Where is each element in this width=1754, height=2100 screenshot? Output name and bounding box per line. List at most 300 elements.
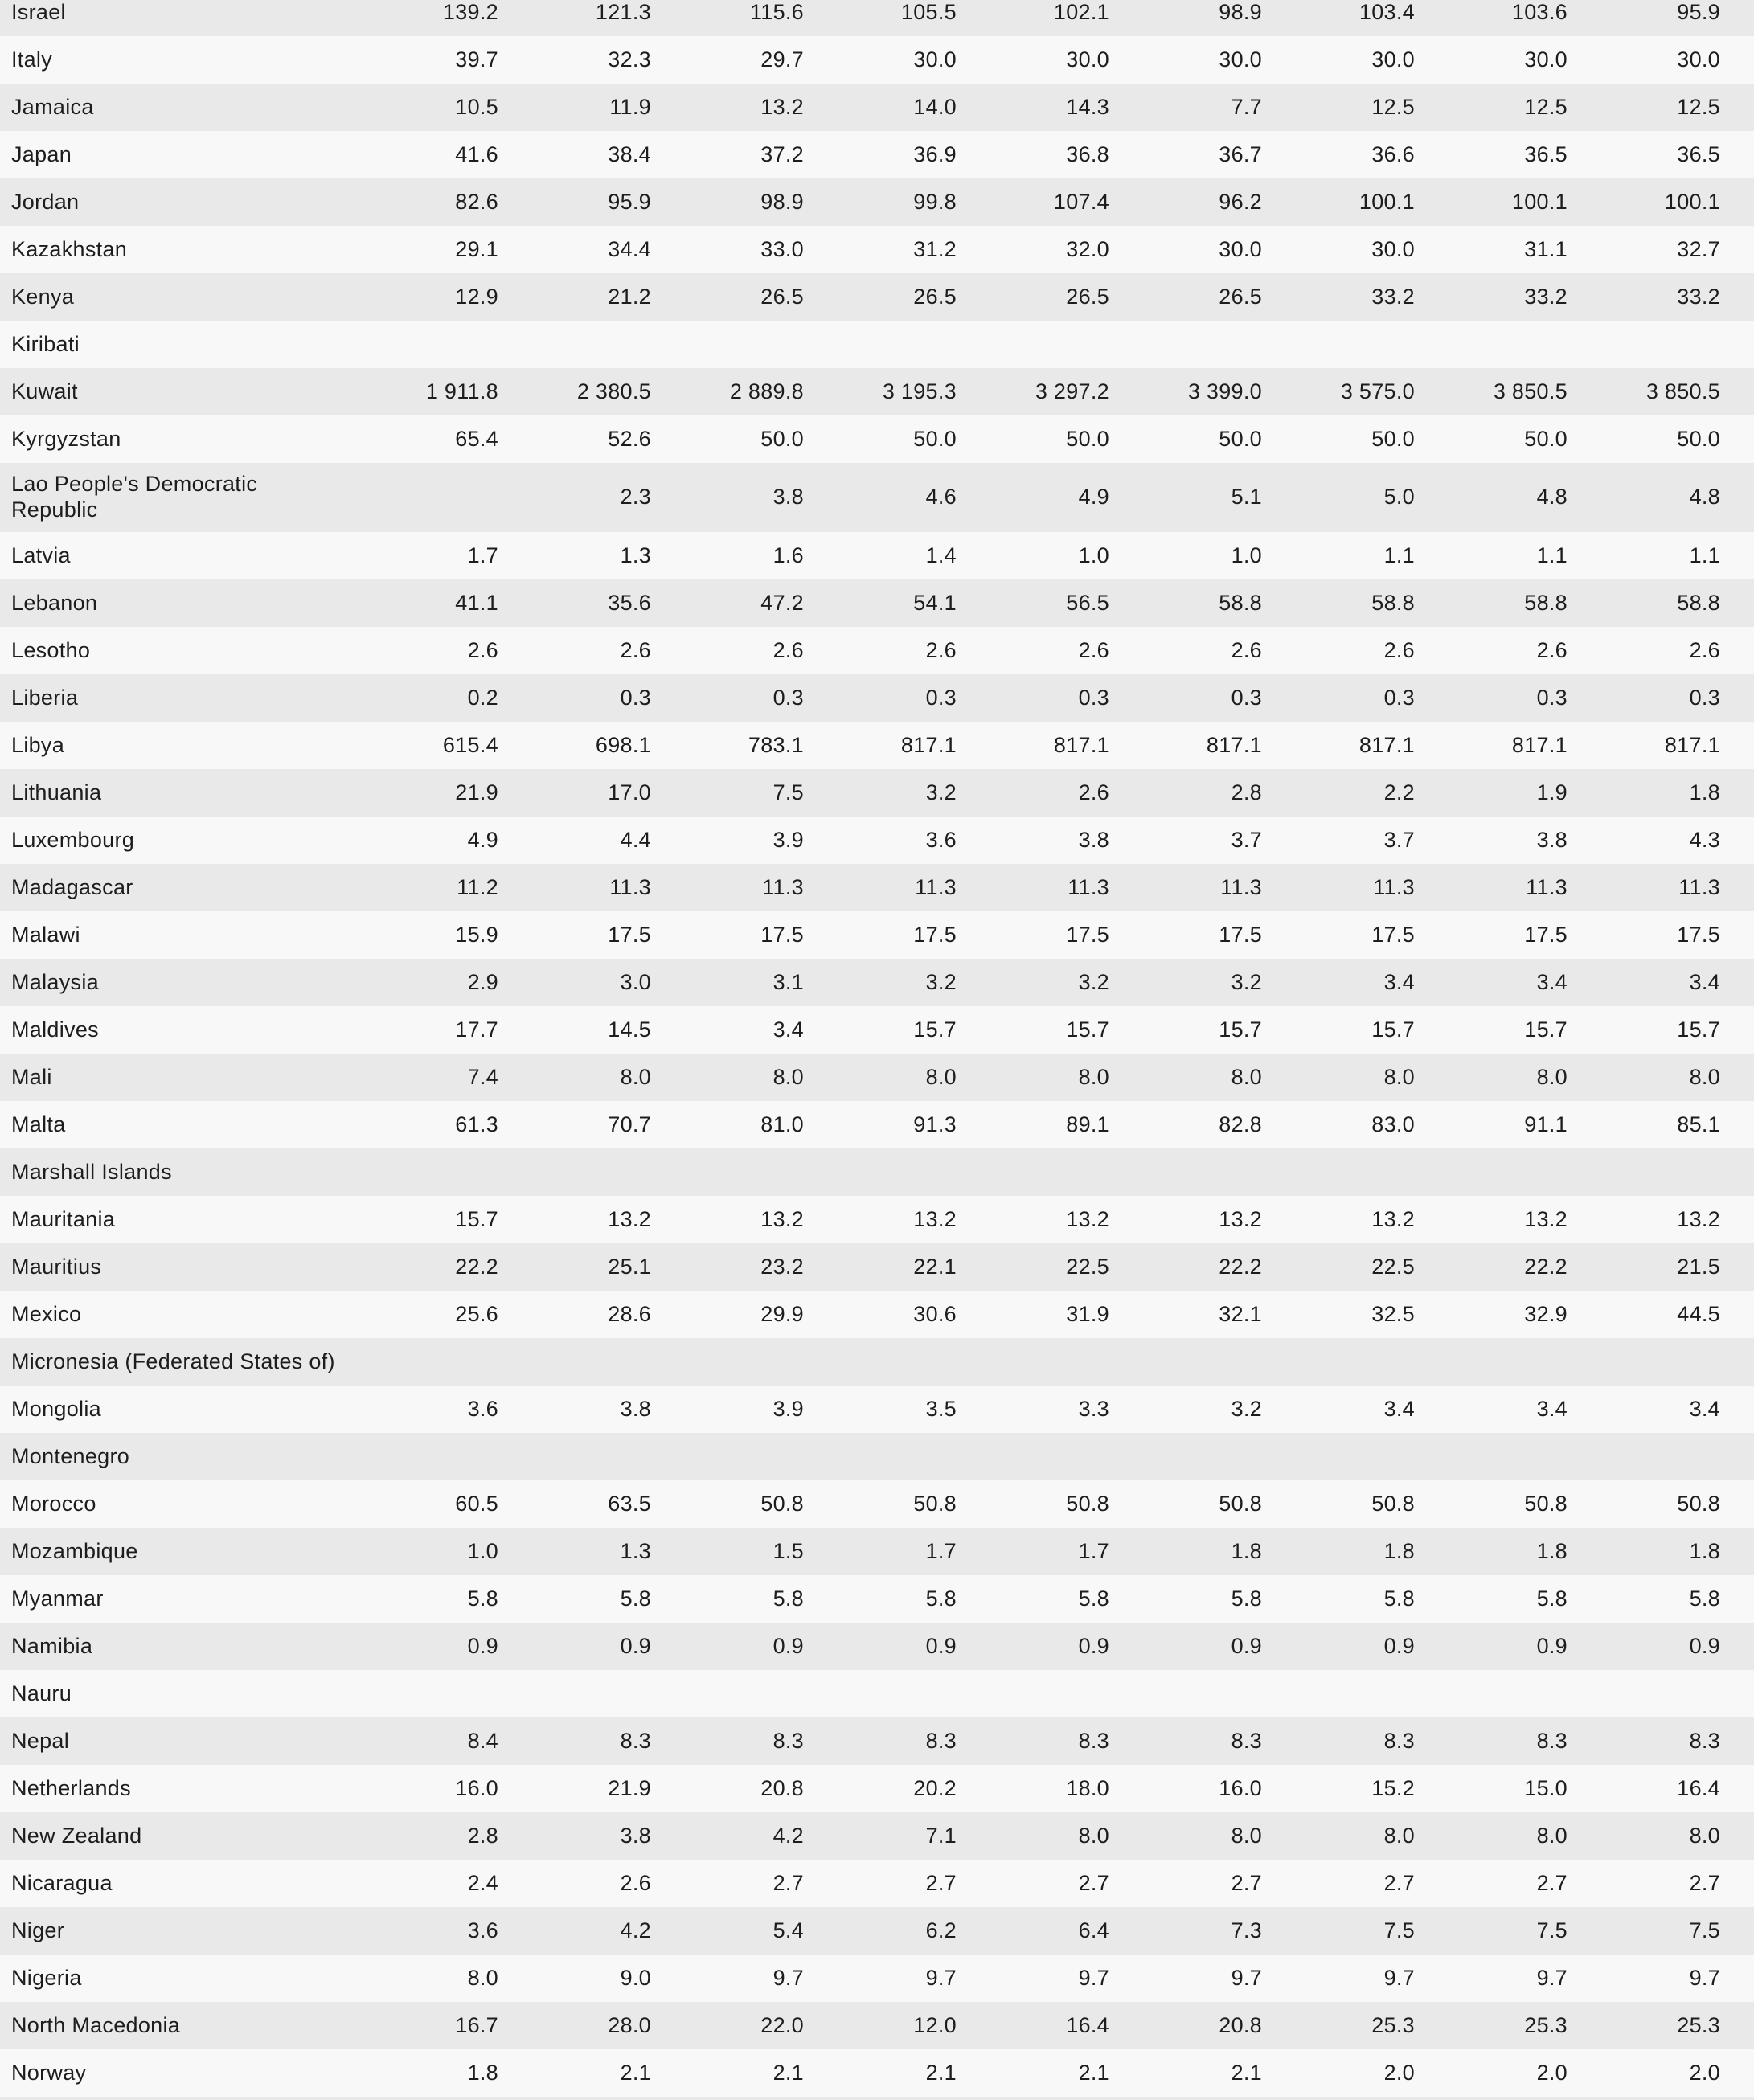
value-cell: 1.4: [925, 542, 957, 567]
value-cell: 50.8: [760, 1491, 804, 1516]
value-cell: 32.5: [1371, 1301, 1415, 1326]
value-cell: 8.0: [1078, 1064, 1109, 1089]
value-cell: 8.3: [1689, 1728, 1720, 1753]
country-name-cell: Jordan: [11, 189, 80, 214]
value-cell: 3 575.0: [1340, 379, 1415, 403]
value-cell: 26.5: [1219, 284, 1262, 309]
country-name-cell: Japan: [11, 141, 72, 166]
value-cell: 5.8: [620, 1586, 651, 1611]
value-cell: 8.4: [467, 1728, 498, 1753]
value-cell: 13.2: [1677, 1206, 1720, 1231]
country-name-cell: Liberia: [11, 685, 79, 710]
value-cell: 44.5: [1677, 1301, 1720, 1326]
value-cell: 15.0: [1524, 1775, 1568, 1800]
value-cell: 31.2: [913, 236, 957, 261]
value-cell: 5.8: [925, 1586, 957, 1611]
value-cell: 65.4: [455, 426, 498, 451]
value-cell: 0.3: [1689, 685, 1720, 710]
value-cell: 15.2: [1371, 1775, 1415, 1800]
value-cell: 2.8: [1231, 780, 1262, 804]
value-cell: 32.9: [1524, 1301, 1568, 1326]
value-cell: 91.1: [1524, 1111, 1568, 1136]
country-name-cell: Mexico: [11, 1301, 82, 1326]
value-cell: 35.6: [608, 590, 651, 615]
value-cell: 1.5: [772, 1538, 804, 1563]
value-cell: 98.9: [760, 189, 804, 214]
value-cell: 2.6: [925, 637, 957, 662]
value-cell: 32.3: [608, 47, 651, 72]
value-cell: 23.2: [760, 1254, 804, 1279]
value-cell: 25.6: [455, 1301, 498, 1326]
value-cell: [804, 1148, 957, 1196]
value-cell: 13.2: [913, 1206, 957, 1231]
value-cell: 2.1: [1078, 2060, 1109, 2085]
table-row: [0, 579, 1754, 627]
value-cell: 96.2: [1219, 189, 1262, 214]
value-cell: 50.0: [1677, 426, 1720, 451]
value-cell: 13.2: [1524, 1206, 1568, 1231]
value-cell: 91.3: [913, 1111, 957, 1136]
value-cell: 2.1: [1231, 2060, 1262, 2085]
value-cell: 41.6: [455, 141, 498, 166]
value-cell: 121.3: [595, 0, 651, 24]
value-cell: 20.2: [913, 1775, 957, 1800]
value-cell: 8.0: [1689, 1064, 1720, 1089]
value-cell: 100.1: [1511, 189, 1568, 214]
value-cell: 98.9: [1219, 0, 1262, 24]
value-cell: 17.5: [760, 922, 804, 947]
value-cell: 1.9: [1536, 780, 1568, 804]
country-name-cell: Niger: [11, 1918, 65, 1942]
value-cell: 3.2: [925, 780, 957, 804]
table-row: [0, 674, 1754, 722]
value-cell: 7.5: [1689, 1918, 1720, 1942]
value-cell: 6.2: [925, 1918, 957, 1942]
value-cell: 817.1: [1359, 732, 1415, 757]
value-cell: 14.3: [1066, 94, 1109, 119]
table-row: [0, 1765, 1754, 1812]
value-cell: [1109, 1433, 1262, 1480]
country-name-cell: Mauritius: [11, 1254, 102, 1279]
value-cell: 11.9: [609, 94, 651, 119]
table-row: [0, 1006, 1754, 1054]
value-cell: 9.7: [772, 1965, 804, 1990]
value-cell: 5.8: [467, 1586, 498, 1611]
table-row: [0, 2002, 1754, 2049]
value-cell: 32.1: [1219, 1301, 1262, 1326]
value-cell: 9.7: [1689, 1965, 1720, 1990]
table-row: [0, 1148, 1754, 1196]
country-name-cell: Malaysia: [11, 969, 99, 994]
value-cell: [1262, 1433, 1415, 1480]
value-cell: 8.0: [925, 1064, 957, 1089]
value-cell: 3.7: [1383, 827, 1415, 852]
value-cell: 50.0: [1219, 426, 1262, 451]
value-cell: 103.4: [1359, 0, 1415, 24]
value-cell: 25.3: [1677, 2012, 1720, 2037]
country-name-cell: Myanmar: [11, 1586, 104, 1611]
value-cell: [957, 1148, 1109, 1196]
value-cell: 1.1: [1689, 542, 1720, 567]
value-cell: 54.1: [913, 590, 957, 615]
value-cell: 2.7: [1536, 1870, 1568, 1895]
value-cell: 11.3: [609, 874, 651, 899]
value-cell: 2.6: [620, 637, 651, 662]
value-cell: 1.7: [467, 542, 498, 567]
table-row: [0, 627, 1754, 674]
value-cell: 9.7: [1231, 1965, 1262, 1990]
value-cell: 50.0: [913, 426, 957, 451]
value-cell: 817.1: [1053, 732, 1109, 757]
value-cell: 89.1: [1066, 1111, 1109, 1136]
country-name-cell: Marshall Islands: [11, 1159, 172, 1184]
value-cell: 7.5: [1536, 1918, 1568, 1942]
country-name-cell: Montenegro: [11, 1443, 130, 1468]
value-cell: 8.0: [467, 1965, 498, 1990]
country-name-cell: Mali: [11, 1064, 52, 1089]
value-cell: 30.0: [1677, 47, 1720, 72]
value-cell: 41.1: [455, 590, 498, 615]
table-row: [0, 1054, 1754, 1101]
value-cell: 2.6: [772, 637, 804, 662]
value-cell: 2.0: [1536, 2060, 1568, 2085]
value-cell: 22.5: [1066, 1254, 1109, 1279]
value-cell: 3.4: [1689, 969, 1720, 994]
value-cell: 36.9: [913, 141, 957, 166]
table-row: [0, 36, 1754, 84]
value-cell: 0.3: [925, 685, 957, 710]
value-cell: 32.7: [1677, 236, 1720, 261]
value-cell: [346, 1338, 498, 1386]
value-cell: 1.6: [772, 542, 804, 567]
value-cell: 783.1: [748, 732, 804, 757]
value-cell: 5.8: [1078, 1586, 1109, 1611]
value-cell: 1.0: [1231, 542, 1262, 567]
value-cell: 0.3: [1078, 685, 1109, 710]
value-cell: 0.2: [467, 685, 498, 710]
value-cell: 22.2: [1524, 1254, 1568, 1279]
value-cell: [1568, 1670, 1754, 1717]
table-row: [0, 959, 1754, 1006]
country-name-cell: Lithuania: [11, 780, 102, 804]
table-row: [0, 864, 1754, 911]
value-cell: 2.8: [467, 1823, 498, 1848]
value-cell: 36.5: [1524, 141, 1568, 166]
value-cell: 8.0: [620, 1064, 651, 1089]
value-cell: 21.2: [608, 284, 651, 309]
value-cell: 107.4: [1053, 189, 1109, 214]
value-cell: 3.6: [467, 1918, 498, 1942]
value-cell: 5.0: [1383, 485, 1415, 510]
value-cell: 2.0: [1383, 2060, 1415, 2085]
value-cell: 30.0: [1524, 47, 1568, 72]
value-cell: 50.0: [1066, 426, 1109, 451]
value-cell: [1262, 1338, 1415, 1386]
table-row: [0, 911, 1754, 959]
value-cell: 0.9: [1689, 1633, 1720, 1658]
table-row: [0, 1623, 1754, 1670]
value-cell: 15.7: [455, 1206, 498, 1231]
value-cell: 0.9: [1536, 1633, 1568, 1658]
value-cell: 698.1: [595, 732, 651, 757]
table-row: [0, 178, 1754, 226]
value-cell: 2 380.5: [576, 379, 651, 403]
country-name-cell: Kenya: [11, 284, 75, 309]
value-cell: [1415, 1433, 1568, 1480]
value-cell: 1.8: [1231, 1538, 1262, 1563]
value-cell: 30.0: [1219, 236, 1262, 261]
country-name-cell: North Macedonia: [11, 2012, 181, 2037]
value-cell: 8.3: [1231, 1728, 1262, 1753]
value-cell: 17.5: [608, 922, 651, 947]
value-cell: 34.4: [608, 236, 651, 261]
value-cell: 3.2: [1078, 969, 1109, 994]
value-cell: 17.5: [1371, 922, 1415, 947]
value-cell: [957, 1670, 1109, 1717]
value-cell: [346, 1670, 498, 1717]
value-cell: 2.7: [925, 1870, 957, 1895]
value-cell: 37.2: [760, 141, 804, 166]
country-name-cell: Malawi: [11, 922, 80, 947]
value-cell: 2.4: [467, 1870, 498, 1895]
value-cell: 4.3: [1689, 827, 1720, 852]
table-row: [0, 1101, 1754, 1148]
value-cell: 9.0: [620, 1965, 651, 1990]
value-cell: 3.4: [1383, 1396, 1415, 1421]
value-cell: 10.5: [455, 94, 498, 119]
value-cell: [1109, 1148, 1262, 1196]
value-cell: 1.8: [1689, 780, 1720, 804]
value-cell: 2.1: [925, 2060, 957, 2085]
value-cell: 1.0: [467, 1538, 498, 1563]
value-cell: 82.8: [1219, 1111, 1262, 1136]
value-cell: 1.8: [467, 2060, 498, 2085]
value-cell: 3.2: [1231, 1396, 1262, 1421]
table-row: [0, 226, 1754, 273]
value-cell: 0.3: [772, 685, 804, 710]
value-cell: 16.0: [455, 1775, 498, 1800]
value-cell: 33.2: [1524, 284, 1568, 309]
value-cell: 25.3: [1371, 2012, 1415, 2037]
country-name-cell: Morocco: [11, 1491, 96, 1516]
country-name-cell: Kazakhstan: [11, 236, 128, 261]
country-name-cell: Nicaragua: [11, 1870, 113, 1895]
country-name-cell: Luxembourg: [11, 827, 135, 852]
country-name-cell: Mongolia: [11, 1396, 101, 1421]
value-cell: 2.7: [1231, 1870, 1262, 1895]
value-cell: 103.6: [1511, 0, 1568, 24]
value-cell: 7.5: [1383, 1918, 1415, 1942]
value-cell: 30.0: [1371, 236, 1415, 261]
value-cell: 3.4: [1689, 1396, 1720, 1421]
value-cell: 4.2: [620, 1918, 651, 1942]
value-cell: 17.5: [1066, 922, 1109, 947]
value-cell: 1.3: [620, 1538, 651, 1563]
value-cell: 102.1: [1053, 0, 1109, 24]
value-cell: 3.4: [1536, 1396, 1568, 1421]
value-cell: 3.8: [1536, 827, 1568, 852]
value-cell: 2.6: [1078, 637, 1109, 662]
value-cell: 21.5: [1677, 1254, 1720, 1279]
country-name-cell: Madagascar: [11, 874, 133, 899]
value-cell: 30.0: [1371, 47, 1415, 72]
value-cell: 58.8: [1371, 590, 1415, 615]
value-cell: 5.4: [772, 1918, 804, 1942]
value-cell: [498, 1433, 651, 1480]
value-cell: 7.1: [925, 1823, 957, 1848]
value-cell: [957, 321, 1109, 368]
table-row: [0, 1386, 1754, 1433]
value-cell: 60.5: [455, 1491, 498, 1516]
value-cell: 99.8: [913, 189, 957, 214]
value-cell: 17.7: [455, 1017, 498, 1042]
value-cell: 2.6: [1078, 780, 1109, 804]
value-cell: 47.2: [760, 590, 804, 615]
value-cell: 13.2: [1371, 1206, 1415, 1231]
value-cell: [346, 1148, 498, 1196]
value-cell: 12.5: [1371, 94, 1415, 119]
value-cell: 15.7: [1677, 1017, 1720, 1042]
value-cell: 8.3: [772, 1728, 804, 1753]
value-cell: 25.1: [608, 1254, 651, 1279]
value-cell: 22.0: [760, 2012, 804, 2037]
country-name-cell: Namibia: [11, 1633, 93, 1658]
country-name-cell: New Zealand: [11, 1823, 142, 1848]
table-row: [0, 1907, 1754, 1955]
country-name-cell: Micronesia (Federated States of): [11, 1349, 335, 1373]
value-cell: 8.0: [1536, 1823, 1568, 1848]
country-name-cell: Lao People's Democratic Republic: [11, 472, 258, 522]
value-cell: 11.3: [1220, 874, 1262, 899]
value-cell: 3.6: [467, 1396, 498, 1421]
table-row: [0, 84, 1754, 131]
value-cell: 3.2: [1231, 969, 1262, 994]
value-cell: 16.4: [1677, 1775, 1720, 1800]
value-cell: 30.0: [1219, 47, 1262, 72]
value-cell: 36.6: [1371, 141, 1415, 166]
value-cell: 7.4: [467, 1064, 498, 1089]
value-cell: 8.3: [1078, 1728, 1109, 1753]
country-name-cell: Kuwait: [11, 379, 78, 403]
value-cell: 5.8: [1231, 1586, 1262, 1611]
value-cell: 11.3: [915, 874, 957, 899]
value-cell: 36.8: [1066, 141, 1109, 166]
value-cell: 1.7: [925, 1538, 957, 1563]
value-cell: [1568, 1338, 1754, 1386]
value-cell: 39.7: [455, 47, 498, 72]
value-cell: [1568, 1148, 1754, 1196]
value-cell: 8.3: [620, 1728, 651, 1753]
value-cell: 3.8: [1078, 827, 1109, 852]
value-cell: 1.3: [620, 542, 651, 567]
table-row: [0, 769, 1754, 817]
value-cell: 0.3: [1383, 685, 1415, 710]
value-cell: 33.2: [1677, 284, 1720, 309]
value-cell: 15.7: [1371, 1017, 1415, 1042]
table-row: [0, 321, 1754, 368]
value-cell: 32.0: [1066, 236, 1109, 261]
value-cell: 14.5: [608, 1017, 651, 1042]
value-cell: 0.3: [620, 685, 651, 710]
value-cell: 0.3: [1231, 685, 1262, 710]
value-cell: 3.4: [1383, 969, 1415, 994]
value-cell: 17.5: [1219, 922, 1262, 947]
value-cell: 4.8: [1536, 485, 1568, 510]
table-row: [0, 1196, 1754, 1243]
country-name-cell: Norway: [11, 2060, 87, 2085]
value-cell: 3.0: [620, 969, 651, 994]
value-cell: 15.7: [1066, 1017, 1109, 1042]
value-cell: 1.0: [1078, 542, 1109, 567]
value-cell: 2.1: [620, 2060, 651, 2085]
table-row: [0, 1433, 1754, 1480]
value-cell: 13.2: [1066, 1206, 1109, 1231]
value-cell: 0.9: [1078, 1633, 1109, 1658]
value-cell: 2.6: [1536, 637, 1568, 662]
value-cell: 30.6: [913, 1301, 957, 1326]
value-cell: 7.7: [1231, 94, 1262, 119]
value-cell: 16.0: [1219, 1775, 1262, 1800]
value-cell: 58.8: [1524, 590, 1568, 615]
value-cell: [651, 321, 804, 368]
value-cell: 14.0: [913, 94, 957, 119]
table-row: [0, 0, 1754, 36]
value-cell: [804, 1670, 957, 1717]
value-cell: [346, 321, 498, 368]
value-cell: 8.0: [1231, 1823, 1262, 1848]
value-cell: 105.5: [900, 0, 957, 24]
value-cell: 5.8: [1536, 1586, 1568, 1611]
value-cell: 95.9: [608, 189, 651, 214]
value-cell: 2.7: [1383, 1870, 1415, 1895]
value-cell: [651, 1433, 804, 1480]
value-cell: [498, 1148, 651, 1196]
value-cell: 1 911.8: [425, 379, 498, 403]
country-name-cell: Netherlands: [11, 1775, 131, 1800]
value-cell: 817.1: [1206, 732, 1262, 757]
value-cell: 85.1: [1677, 1111, 1720, 1136]
value-cell: 1.1: [1536, 542, 1568, 567]
country-name-cell: Nigeria: [11, 1965, 82, 1990]
value-cell: 13.2: [760, 94, 804, 119]
value-cell: [498, 321, 651, 368]
value-cell: [1262, 1670, 1415, 1717]
value-cell: 8.0: [772, 1064, 804, 1089]
value-cell: 3.8: [620, 1823, 651, 1848]
table-row: [0, 1717, 1754, 1765]
value-cell: 817.1: [1511, 732, 1568, 757]
value-cell: 3.5: [925, 1396, 957, 1421]
value-cell: 12.5: [1524, 94, 1568, 119]
country-name-cell: Kiribati: [11, 331, 80, 356]
country-name-cell: Malta: [11, 1111, 66, 1136]
value-cell: 29.7: [760, 47, 804, 72]
value-cell: 95.9: [1677, 0, 1720, 24]
value-cell: 17.5: [913, 922, 957, 947]
table-row: [0, 532, 1754, 579]
value-cell: 4.9: [467, 827, 498, 852]
value-cell: 7.3: [1231, 1918, 1262, 1942]
value-cell: 30.0: [913, 47, 957, 72]
table-row: [0, 1243, 1754, 1291]
value-cell: 4.8: [1689, 485, 1720, 510]
value-cell: 13.2: [1219, 1206, 1262, 1231]
value-cell: 9.7: [925, 1965, 957, 1990]
value-cell: 0.3: [1536, 685, 1568, 710]
value-cell: 56.5: [1066, 590, 1109, 615]
value-cell: 81.0: [760, 1111, 804, 1136]
value-cell: 8.0: [1231, 1064, 1262, 1089]
